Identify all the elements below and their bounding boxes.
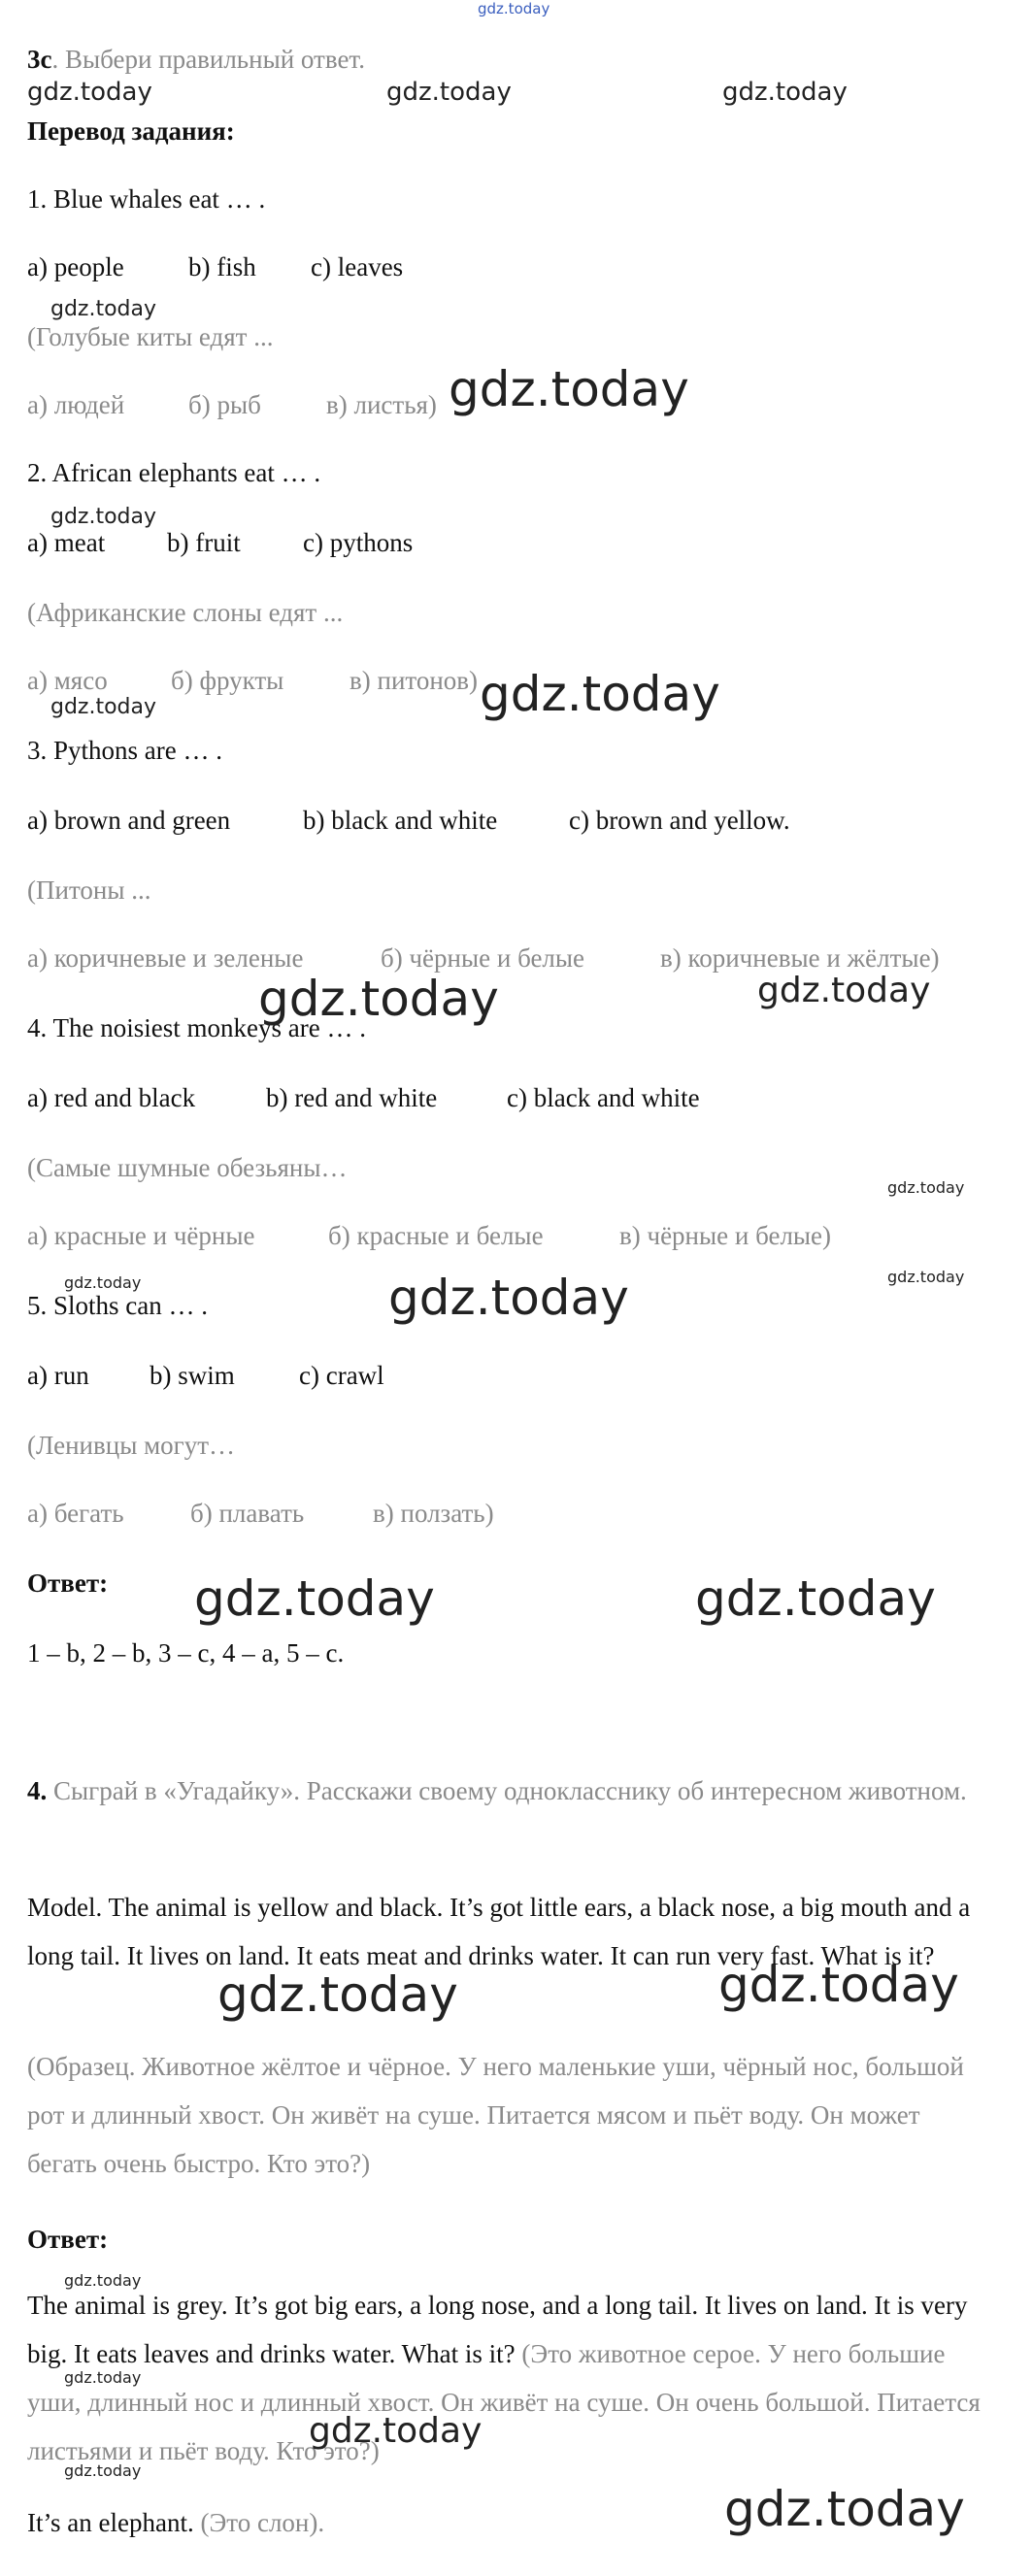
exercise-4-answer xyxy=(27,2281,988,2475)
exercise-3-number: 3c xyxy=(27,45,52,74)
header-watermark: gdz.today xyxy=(478,0,550,17)
question-4-ru-option-b: б) красные и белые xyxy=(328,1221,544,1250)
model-text: Model. The animal is yellow and black. It’s got little ears, a black nose, a big mouth and a long tail. It lives on land. It eats meat and drinks water. It can run very fast. What is it? xyxy=(27,1893,971,1970)
question-3-option-b: b) black and white xyxy=(303,806,498,835)
watermark: gdz.today xyxy=(50,297,157,321)
final-answer-english: It’s an elephant. xyxy=(27,2508,194,2537)
exercise-3-answer-label: Ответ: xyxy=(27,1569,109,1598)
question-1-ru-option-a: а) людей xyxy=(27,390,125,419)
question-1-option-a: a) people xyxy=(27,252,124,281)
question-4-option-a: a) red and black xyxy=(27,1083,196,1112)
question-5-option-c: c) crawl xyxy=(299,1361,384,1390)
question-3-option-c: c) brown and yellow. xyxy=(569,806,790,835)
watermark: gdz.today xyxy=(480,666,720,722)
question-2-option-c: c) pythons xyxy=(303,528,414,557)
watermark: gdz.today xyxy=(724,2481,965,2537)
watermark: gdz.today xyxy=(386,78,512,107)
watermark: gdz.today xyxy=(887,1268,965,1286)
exercise-4-heading xyxy=(27,1767,988,1815)
question-4-translation: (Самые шумные обезьяны… xyxy=(27,1153,348,1182)
watermark: gdz.today xyxy=(64,2271,142,2290)
question-5-text: 5. Sloths can … . xyxy=(27,1291,208,1320)
question-4-ru-option-a: а) красные и чёрные xyxy=(27,1221,255,1250)
question-1-option-b: b) fish xyxy=(188,252,256,281)
answer-russian: (Это животное серое. У него большие уши, длинный нос и длинный хвост. Он живёт на суше. Он очень большой. Питается листьями и пьёт воду. Кто это?) xyxy=(27,2339,981,2465)
question-5-option-b: b) swim xyxy=(150,1361,235,1390)
question-2-ru-option-c: в) питонов) xyxy=(350,666,479,695)
watermark: gdz.today xyxy=(722,78,848,107)
question-2-ru-option-b: б) фрукты xyxy=(171,666,284,695)
exercise-3-heading xyxy=(27,43,365,76)
watermark: gdz.today xyxy=(695,1570,936,1627)
watermark: gdz.today xyxy=(64,2461,142,2480)
exercise-4-number: 4. xyxy=(27,1776,48,1805)
question-1-ru-option-c: в) листья) xyxy=(326,390,437,419)
exercise-4-instruction: Сыграй в «Угадайку». Расскажи своему однокласснику об интересном животном. xyxy=(47,1776,967,1805)
question-4-text: 4. The noisiest monkeys are … . xyxy=(27,1013,366,1042)
question-4-ru-option-c: в) чёрные и белые) xyxy=(619,1221,832,1250)
watermark: gdz.today xyxy=(27,78,152,107)
question-2-ru-option-a: а) мясо xyxy=(27,666,108,695)
question-1-translation: (Голубые киты едят ... xyxy=(27,322,274,351)
watermark: gdz.today xyxy=(64,2368,142,2387)
watermark: gdz.today xyxy=(388,1270,629,1326)
watermark: gdz.today xyxy=(217,1966,458,2023)
question-5-ru-option-c: в) ползать) xyxy=(373,1499,494,1528)
question-5-option-a: a) run xyxy=(27,1361,89,1390)
question-3-ru-option-a: а) коричневые и зеленые xyxy=(27,943,304,973)
question-3-ru-option-b: б) чёрные и белые xyxy=(381,943,585,973)
exercise-3-instruction: . Выбери правильный ответ. xyxy=(51,45,365,74)
question-5-ru-option-b: б) плавать xyxy=(190,1499,305,1528)
question-3-translation: (Питоны ... xyxy=(27,875,151,905)
exercise-4-answer-label: Ответ: xyxy=(27,2225,109,2254)
watermark: gdz.today xyxy=(309,2411,483,2451)
exercise-3-answer: 1 – b, 2 – b, 3 – c, 4 – a, 5 – c. xyxy=(27,1638,345,1668)
question-1-option-c: c) leaves xyxy=(311,252,404,281)
watermark: gdz.today xyxy=(50,695,157,719)
question-5-translation: (Ленивцы могут… xyxy=(27,1431,236,1460)
watermark: gdz.today xyxy=(887,1178,965,1197)
final-answer xyxy=(27,2506,324,2539)
watermark: gdz.today xyxy=(757,971,931,1010)
question-1-ru-option-b: б) рыб xyxy=(188,390,261,419)
model-translation: (Образец. Животное жёлтое и чёрное. У него маленькие уши, чёрный нос, большой рот и длинный хвост. Он живёт на суше. Питается мясом и пьёт воду. Он может бегать очень быстро. Кто это?) xyxy=(27,2052,964,2178)
question-4-option-c: c) black and white xyxy=(507,1083,700,1112)
answer-english: The animal is grey. It’s got big ears, a long nose, and a long tail. It lives on land. It is very big. It eats leaves and drinks water. What is it? xyxy=(27,2291,968,2368)
question-3-option-a: a) brown and green xyxy=(27,806,231,835)
question-2-text: 2. African elephants eat … . xyxy=(27,458,321,487)
question-3-ru-option-c: в) коричневые и жёлтые) xyxy=(660,943,940,973)
watermark: gdz.today xyxy=(64,1273,142,1292)
question-2-translation: (Африканские слоны едят ... xyxy=(27,598,344,627)
watermark: gdz.today xyxy=(258,971,499,1027)
watermark: gdz.today xyxy=(718,1957,959,2013)
watermark: gdz.today xyxy=(449,361,689,417)
watermark: gdz.today xyxy=(194,1570,435,1627)
final-answer-russian: (Это слон). xyxy=(193,2508,325,2537)
question-5-ru-option-a: а) бегать xyxy=(27,1499,124,1528)
question-3-text: 3. Pythons are … . xyxy=(27,736,222,765)
translation-heading: Перевод задания: xyxy=(27,116,235,146)
question-1-text: 1. Blue whales eat … . xyxy=(27,184,266,214)
question-2-option-b: b) fruit xyxy=(167,528,241,557)
question-2-option-a: a) meat xyxy=(27,528,106,557)
watermark: gdz.today xyxy=(50,505,157,529)
question-4-option-b: b) red and white xyxy=(266,1083,438,1112)
